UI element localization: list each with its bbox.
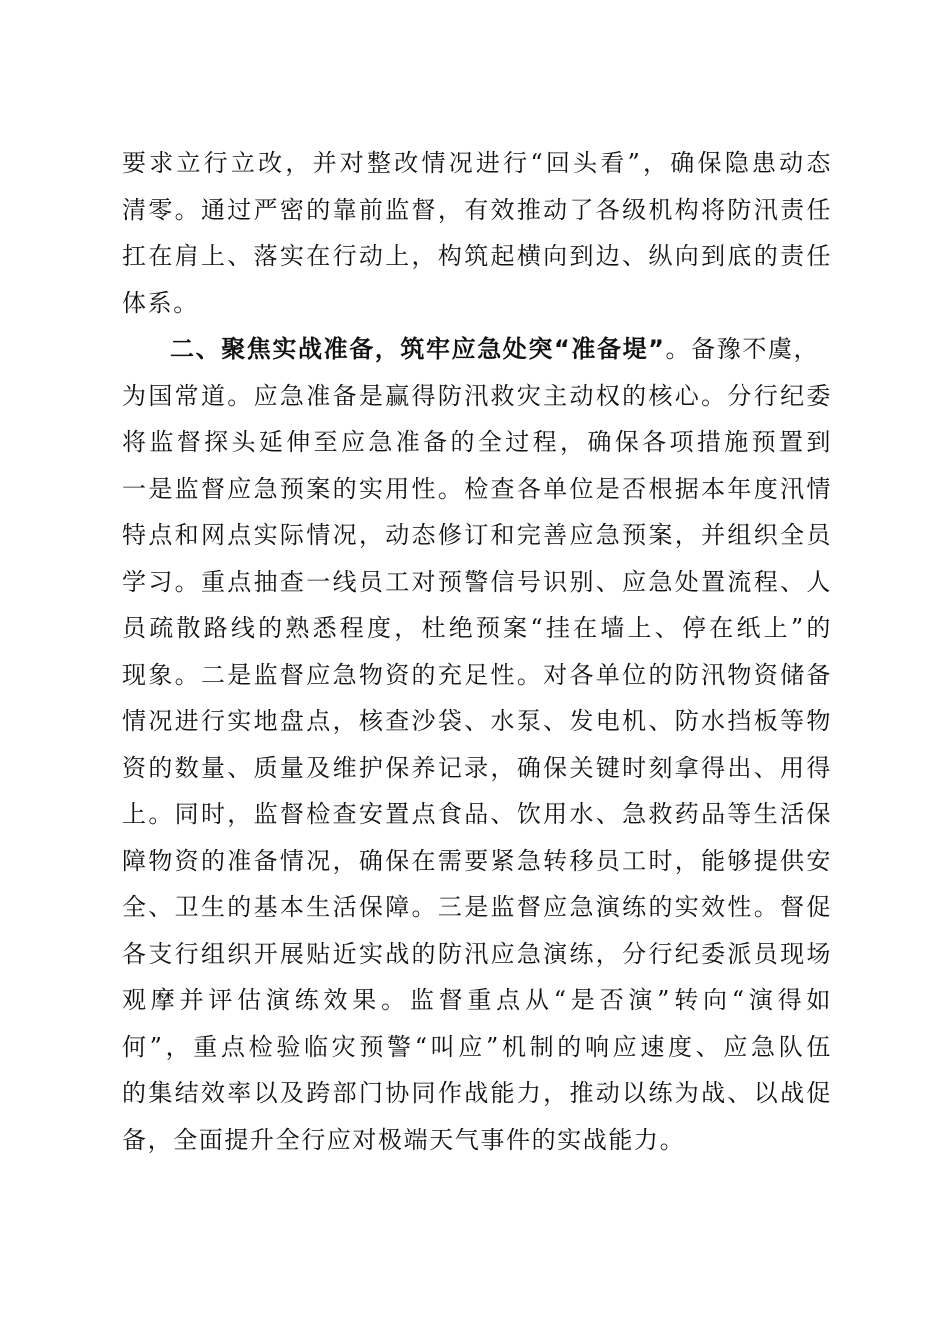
paragraph-line: 一是监督应急预案的实用性。检查各单位是否根据本年度汛情 bbox=[122, 474, 832, 503]
paragraph-line: 将监督探头延伸至应急准备的全过程，确保各项措施预置到 bbox=[122, 428, 832, 456]
paragraph-line: 情况进行实地盘点，核查沙袋、水泵、发电机、防水挡板等物 bbox=[122, 707, 832, 735]
paragraph-line: 备，全面提升全行应对极端天气事件的实战能力。 bbox=[122, 1125, 686, 1154]
paragraph-line: 学习。重点抽查一线员工对预警信号识别、应急处置流程、人 bbox=[122, 567, 832, 596]
paragraph-line: 障物资的准备情况，确保在需要紧急转移员工时，能够提供安 bbox=[122, 846, 832, 875]
paragraph-line: 资的数量、质量及维护保养记录，确保关键时刻拿得出、用得 bbox=[122, 753, 832, 782]
paragraph-line: 为国常道。应急准备是赢得防汛救灾主动权的核心。分行纪委 bbox=[122, 381, 832, 410]
paragraph-line: 现象。二是监督应急物资的充足性。对各单位的防汛物资储备 bbox=[122, 660, 832, 689]
paragraph-line: 扛在肩上、落实在行动上，构筑起横向到边、纵向到底的责任 bbox=[122, 242, 832, 270]
section-heading-line bbox=[122, 326, 832, 373]
section-heading: 二、聚焦实战准备，筑牢应急处突“准备堤” bbox=[170, 335, 666, 363]
paragraph-line: 要求立行立改，并对整改情况进行“回头看”，确保隐患动态 bbox=[122, 149, 832, 177]
paragraph-line: 清零。通过严密的靠前监督，有效推动了各级机构将防汛责任 bbox=[122, 195, 832, 224]
paragraph-line: 体系。 bbox=[122, 288, 199, 317]
paragraph-line: 员疏散路线的熟悉程度，杜绝预案“挂在墙上、停在纸上”的 bbox=[122, 614, 832, 642]
heading-line-rest: 。备豫不虞， bbox=[665, 335, 820, 363]
document-body bbox=[122, 140, 832, 1163]
paragraph-line: 全、卫生的基本生活保障。三是监督应急演练的实效性。督促 bbox=[122, 893, 832, 921]
paragraph-line: 的集结效率以及跨部门协同作战能力，推动以练为战、以战促 bbox=[122, 1079, 832, 1107]
paragraph-line: 上。同时，监督检查安置点食品、饮用水、急救药品等生活保 bbox=[122, 800, 832, 828]
paragraph-line: 特点和网点实际情况，动态修订和完善应急预案，并组织全员 bbox=[122, 521, 832, 549]
paragraph-line: 观摩并评估演练效果。监督重点从“是否演”转向“演得如 bbox=[122, 986, 832, 1014]
paragraph-line: 各支行组织开展贴近实战的防汛应急演练，分行纪委派员现场 bbox=[122, 939, 832, 968]
paragraph-line: 何”，重点检验临灾预警“叫应”机制的响应速度、应急队伍 bbox=[122, 1032, 832, 1061]
